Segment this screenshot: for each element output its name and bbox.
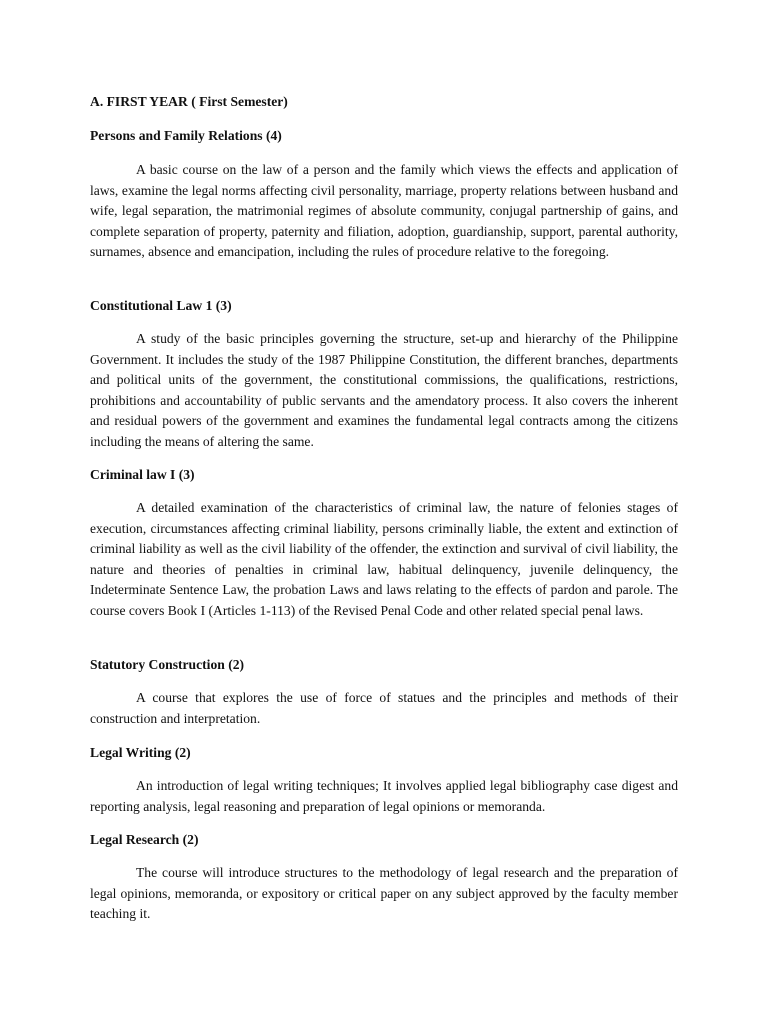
section-title: A. FIRST YEAR ( First Semester)	[90, 94, 288, 109]
course-heading-persons-family: Persons and Family Relations (4)	[90, 128, 282, 143]
course-heading-criminal-law: Criminal law I (3)	[90, 467, 195, 482]
course-description-constitutional-law: A study of the basic principles governing the structure, set-up and hierarchy of the Philippine Government. It includes the study of the 1987 Philippine Constitution, the different branches, departments and political units of the government, the constitutional commissions, the qualifications, restrictions, prohibitions and accountability of public servants and the amendatory process. It also covers the inherent and residual powers of the government and examines the fundamental legal contracts among the citizens including the means of altering the same.	[90, 331, 678, 449]
course-description-legal-writing: An introduction of legal writing techniques; It involves applied legal bibliography case digest and reporting analysis, legal reasoning and preparation of legal opinions or memoranda.	[90, 778, 678, 814]
course-description-criminal-law: A detailed examination of the characteristics of criminal law, the nature of felonies stages of execution, circumstances affecting criminal liability, persons criminally liable, the extent and extinction of criminal liability as well as the civil liability of the offender, the extinction and survival of civil liability, the nature and theories of penalties in criminal law, habitual delinquency, juvenile delinquency, the Indeterminate Sentence Law, the probation Laws and laws relating to the effects of pardon and parole. The course covers Book I (Articles 1-113) of the Revised Penal Code and other related special penal laws.	[90, 500, 678, 618]
course-heading-legal-writing: Legal Writing (2)	[90, 745, 191, 760]
course-heading-constitutional-law: Constitutional Law 1 (3)	[90, 298, 232, 313]
course-description-legal-research: The course will introduce structures to the methodology of legal research and the preparation of legal opinions, memoranda, or expository or critical paper on any subject approved by the faculty member teaching it.	[90, 865, 678, 921]
course-description-persons-family: A basic course on the law of a person and the family which views the effects and application of laws, examine the legal norms affecting civil personality, marriage, property relations between husband and wife, legal separation, the matrimonial regimes of absolute community, conjugal partnership of gains, and complete separation of property, paternity and filiation, adoption, guardianship, support, parental authority, surnames, absence and emancipation, including the rules of procedure relative to the foregoing.	[90, 162, 678, 259]
course-description-statutory-construction: A course that explores the use of force of statues and the principles and methods of their construction and interpretation.	[90, 690, 678, 726]
course-heading-legal-research: Legal Research (2)	[90, 832, 199, 847]
course-heading-statutory-construction: Statutory Construction (2)	[90, 657, 245, 672]
